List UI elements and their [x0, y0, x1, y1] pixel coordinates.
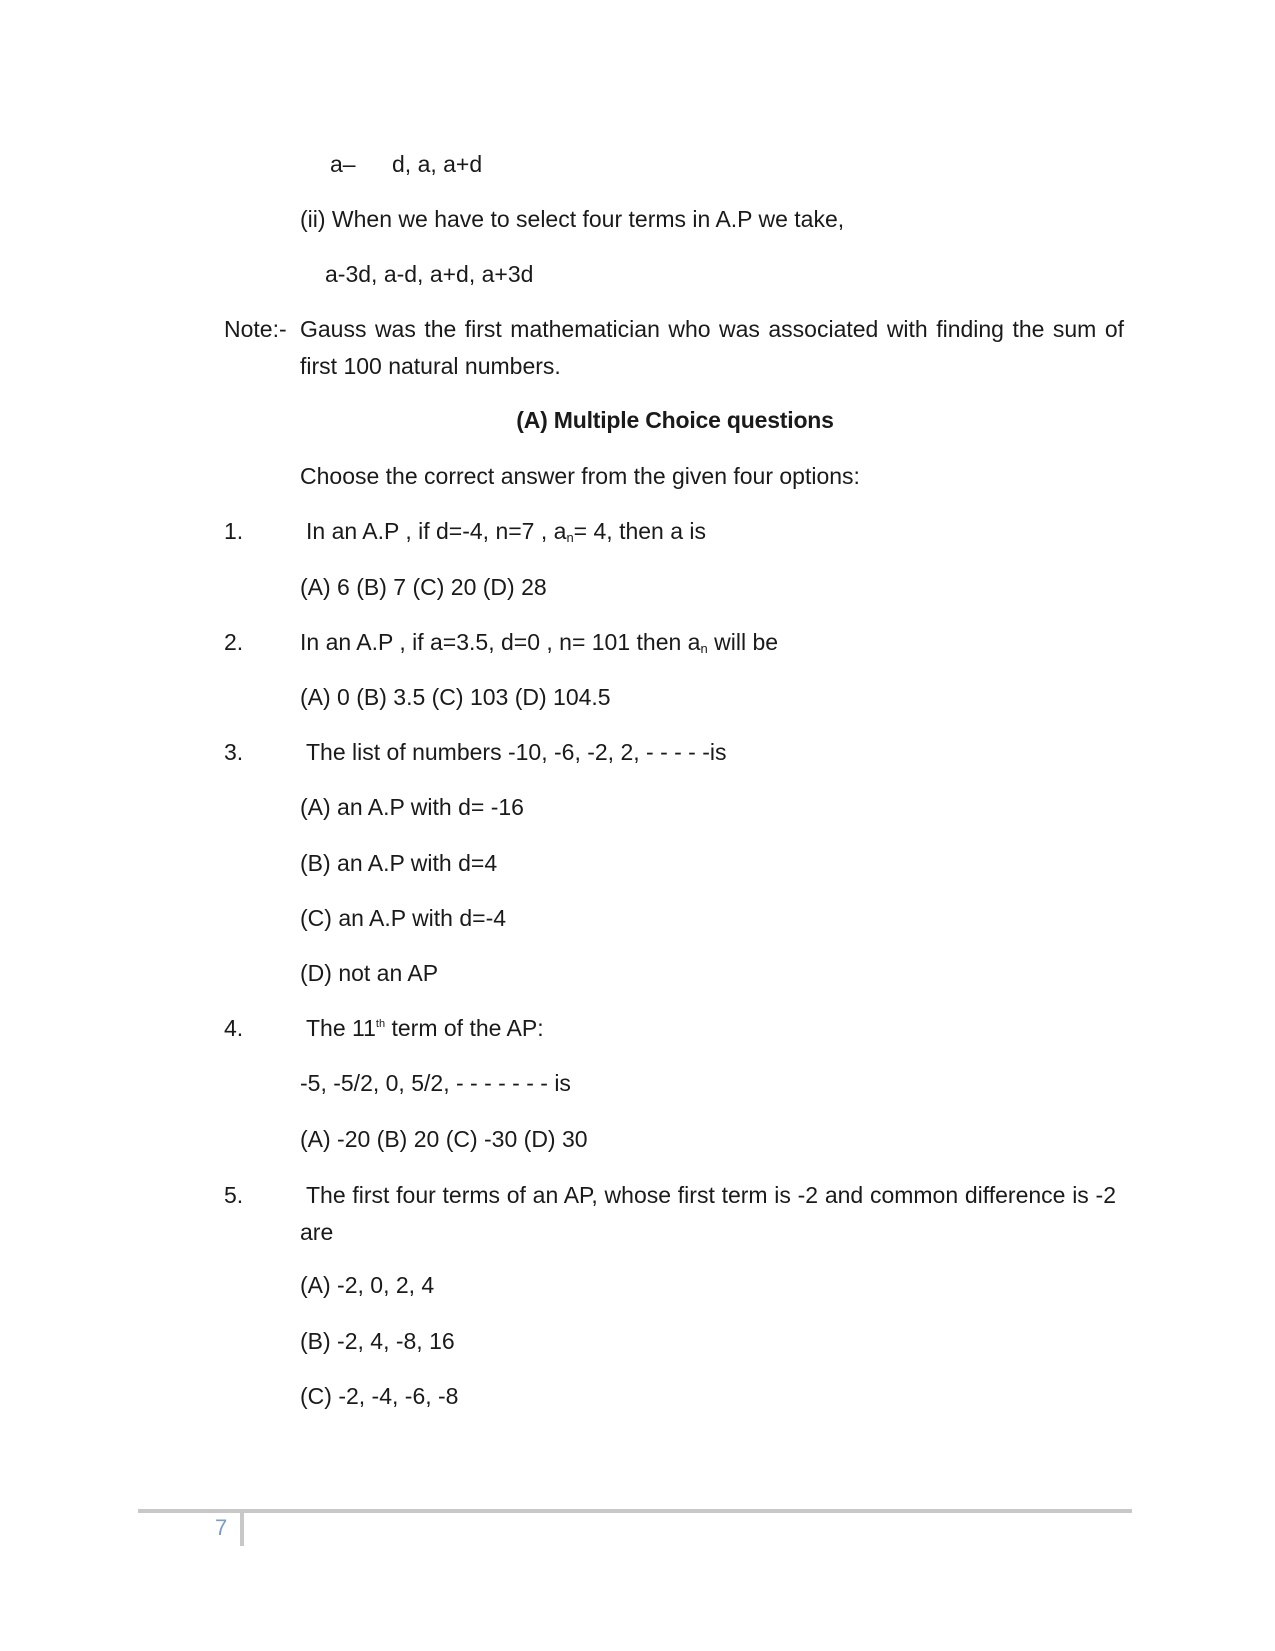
question-5-option-b: (B) -2, 4, -8, 16: [300, 1328, 455, 1354]
question-4-text: [306, 1010, 544, 1047]
question-2-options: (A) 0 (B) 3.5 (C) 103 (D) 104.5: [300, 684, 611, 710]
ap-three-terms-rest: d, a, a+d: [392, 151, 483, 177]
question-2-text-a: In an A.P , if a=3.5, d=0 , n= 101 then a: [300, 629, 701, 655]
question-1-subscript: n: [566, 530, 574, 545]
question-1-text-a: In an A.P , if d=-4, n=7 , a: [306, 518, 567, 544]
question-4-number: 4.: [224, 1015, 244, 1041]
question-2-text-b: will be: [707, 629, 779, 655]
question-3-option-c: (C) an A.P with d=-4: [300, 905, 507, 931]
question-4-options: (A) -20 (B) 20 (C) -30 (D) 30: [300, 1126, 588, 1152]
question-1-options: (A) 6 (B) 7 (C) 20 (D) 28: [300, 574, 547, 600]
four-terms-instruction: (ii) When we have to select four terms in A.P we take,: [300, 206, 845, 232]
section-heading: (A) Multiple Choice questions: [516, 407, 834, 433]
footer-divider: [240, 1512, 244, 1546]
question-5-option-c: (C) -2, -4, -6, -8: [300, 1383, 459, 1409]
question-3-option-d: (D) not an AP: [300, 960, 439, 986]
question-4-text-b: term of the AP:: [385, 1015, 544, 1041]
question-2-subscript: n: [700, 641, 708, 656]
ap-three-terms-first: a–: [330, 151, 356, 177]
note-label: Note:-: [224, 316, 287, 342]
four-terms-expression: a-3d, a-d, a+d, a+3d: [325, 261, 534, 287]
section-instruction: Choose the correct answer from the given four options:: [300, 463, 860, 489]
question-4-text-a: The 11: [306, 1015, 376, 1041]
question-1-number: 1.: [224, 518, 244, 544]
question-3-number: 3.: [224, 739, 244, 765]
question-5-number: 5.: [224, 1182, 244, 1208]
question-2-text: [300, 624, 778, 667]
question-4-superscript: th: [375, 1018, 386, 1030]
question-3-text: The list of numbers -10, -6, -2, 2, - - - - -is: [306, 739, 727, 765]
question-5-option-a: (A) -2, 0, 2, 4: [300, 1272, 435, 1298]
question-1-text-b: = 4, then a is: [573, 518, 707, 544]
page-number: 7: [215, 1515, 228, 1540]
ap-three-terms-line: [330, 146, 482, 183]
note-text: Gauss was the first mathematician who was associated with finding the sum of first 100 natural numbers.: [300, 316, 1124, 379]
question-5-text: The first four terms of an AP, whose first term is -2 and common difference is -2 are: [300, 1182, 1116, 1245]
question-2-number: 2.: [224, 629, 244, 655]
question-1-text: [306, 513, 706, 556]
footer-rule: [138, 1509, 1132, 1513]
question-3-option-a: (A) an A.P with d= -16: [300, 794, 524, 820]
question-4-sequence: -5, -5/2, 0, 5/2, - - - - - - - is: [300, 1070, 571, 1096]
question-3-option-b: (B) an A.P with d=4: [300, 850, 498, 876]
